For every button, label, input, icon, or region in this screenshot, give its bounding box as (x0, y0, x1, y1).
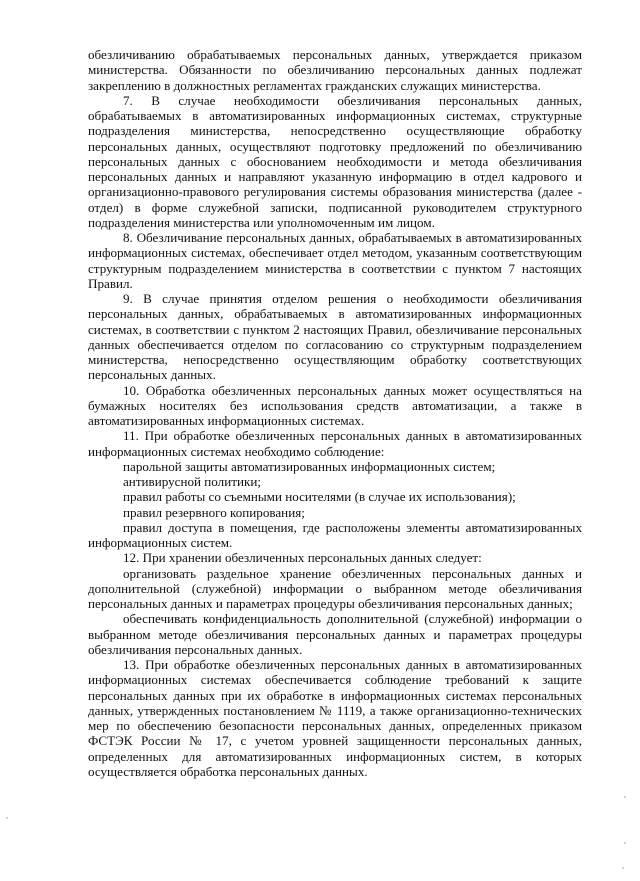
list-item-separate-storage: организовать раздельное хранение обезличенных персональных данных и дополнительной (служебной) информации о выбранном методе обезличивания персональных данных и параметрах процедуры обезличивания персональных данных; (88, 565, 582, 611)
paragraph-11: 11. При обработке обезличенных персональных данных в автоматизированных информационных системах необходимо соблюдение: (88, 428, 582, 459)
list-item-confidentiality: обеспечивать конфиденциальность дополнительной (служебной) информации о выбранном методе обезличивания персональных данных и параметрах процедуры обезличивания персональных данных. (88, 611, 582, 657)
paragraph-12: 12. При хранении обезличенных персональных данных следует: (123, 550, 482, 566)
document-body (88, 47, 582, 779)
scan-mark (624, 796, 626, 798)
list-item-password-protection: парольной защиты автоматизированных информационных систем; (123, 458, 496, 474)
list-item-room-access: правил доступа в помещения, где расположены элементы автоматизированных информационных систем. (88, 519, 582, 550)
paragraph-10: 10. Обработка обезличенных персональных данных может осуществляться на бумажных носителях без использования средств автоматизации, а также в автоматизированных информационных системах. (88, 382, 582, 428)
paragraph-9: 9. В случае принятия отделом решения о необходимости обезличивания персональных данных, обрабатываемых в автоматизированных информационных системах, в соответствии с пунктом 2 настоящих Правил, обезличивание персональных данных обеспечивается отделом по согласованию со структурным подразделением министерства, непосредственно осуществляющим обработку соответствующих персональных данных. (88, 291, 582, 383)
paragraph-13: 13. При обработке обезличенных персональных данных в автоматизированных информационных системах обеспечивается соблюдение требований к защите персональных данных при их обработке в информационных системах персональных данных, утвержденных постановлением № 1119, а также организационно-технических мер по обеспечению безопасности персональных данных, определенных приказом ФСТЭК России № 17, с учетом уровней защищенности персональных данных, определенных для автоматизированных информационных систем, в которых осуществляется обработка персональных данных. (88, 657, 582, 779)
list-item-removable-media: правил работы со съемными носителями (в случае их использования); (123, 489, 516, 505)
paragraph-7: 7. В случае необходимости обезличивания персональных данных, обрабатываемых в автоматизированных информационных системах, структурные подразделения министерства, непосредственно осуществляющие обработку персональных данных, осуществляют подготовку предложений по обезличиванию персональных данных с обоснованием необходимости и метода обезличивания персональных данных и направляют указанную информацию в отдел кадрового и организационно-правового регулирования системы образования министерства (далее - отдел) в форме служебной записки, подписанной руководителем структурного подразделения министерства или уполномоченным им лицом. (88, 92, 582, 230)
paragraph-continuation: обезличиванию обрабатываемых персональных данных, утверждается приказом министерства. Обязанности по обезличиванию персональных данных подлежат закреплению в должностных регламентах гражданских служащих министерства. (88, 47, 582, 93)
paragraph-8: 8. Обезличивание персональных данных, обрабатываемых в автоматизированных информационных системах, обеспечивает отдел методом, указанным соответствующим структурным подразделением министерства в соответствии с пунктом 7 настоящих Правил. (88, 230, 582, 291)
scan-mark (6, 817, 8, 819)
list-item-antivirus-policy: антивирусной политики; (123, 474, 261, 489)
scan-mark (624, 842, 626, 844)
scan-mark (622, 867, 624, 869)
list-item-backup: правил резервного копирования; (123, 504, 305, 520)
